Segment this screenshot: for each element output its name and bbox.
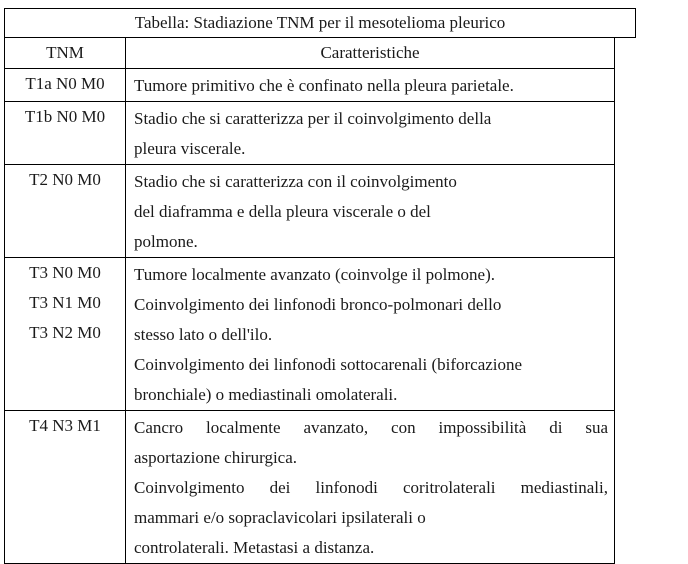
table-row [5,165,615,258]
description-cell [126,258,615,411]
description-line: Stadio che si caratterizza per il coinvolgimento della [134,109,492,128]
tnm-staging-table [4,37,615,564]
description-line: Tumore primitivo che è confinato nella pleura parietale. [134,76,514,95]
header-row [5,38,615,69]
description-line: Stadio che si caratterizza con il coinvolgimento [134,172,457,191]
stage-label: T1b N0 M0 [24,107,106,126]
description-cell [126,165,615,258]
stage-label: T3 N2 M0 [29,323,101,342]
table-row [5,102,615,165]
table-caption: Tabella: Stadiazione TNM per il mesotelioma pleurico [4,8,636,38]
table-row [5,69,615,102]
description-cell [126,102,615,165]
table-row [5,258,615,411]
description-line: Cancro localmente avanzato, con impossibilità di sua [134,418,608,437]
stage-label: T3 N1 M0 [29,293,101,312]
stage-label: T4 N3 M1 [29,416,101,435]
description-line: asportazione chirurgica. [134,448,298,467]
stage-cell [5,411,126,564]
description-line: mammari e/o sopraclavicolari ipsilaterali o [134,508,426,527]
stage-cell [5,69,126,102]
description-line: pleura viscerale. [134,139,246,158]
stage-label: T2 N0 M0 [29,170,101,189]
stage-label: T1a N0 M0 [25,74,105,93]
description-cell [126,69,615,102]
description-line: Coinvolgimento dei linfonodi sottocarenali (biforcazione [134,355,523,374]
description-line: del diaframma e della pleura viscerale o del [134,202,431,221]
table-row [5,411,615,564]
description-line: polmone. [134,232,198,251]
header-tnm: TNM [5,38,126,69]
description-line: Coinvolgimento dei linfonodi bronco-polmonari dello [134,295,502,314]
description-line: Tumore localmente avanzato (coinvolge il polmone). [134,265,495,284]
description-line: bronchiale) o mediastinali omolaterali. [134,385,398,404]
header-characteristics: Caratteristiche [126,38,615,69]
stage-cell [5,165,126,258]
stage-cell [5,258,126,411]
description-line: stesso lato o dell'ilo. [134,325,273,344]
stage-cell [5,102,126,165]
description-line: Coinvolgimento dei linfonodi coritrolaterali mediastinali, [134,478,608,497]
description-cell [126,411,615,564]
stage-label: T3 N0 M0 [29,263,101,282]
description-line: controlaterali. Metastasi a distanza. [134,538,375,557]
